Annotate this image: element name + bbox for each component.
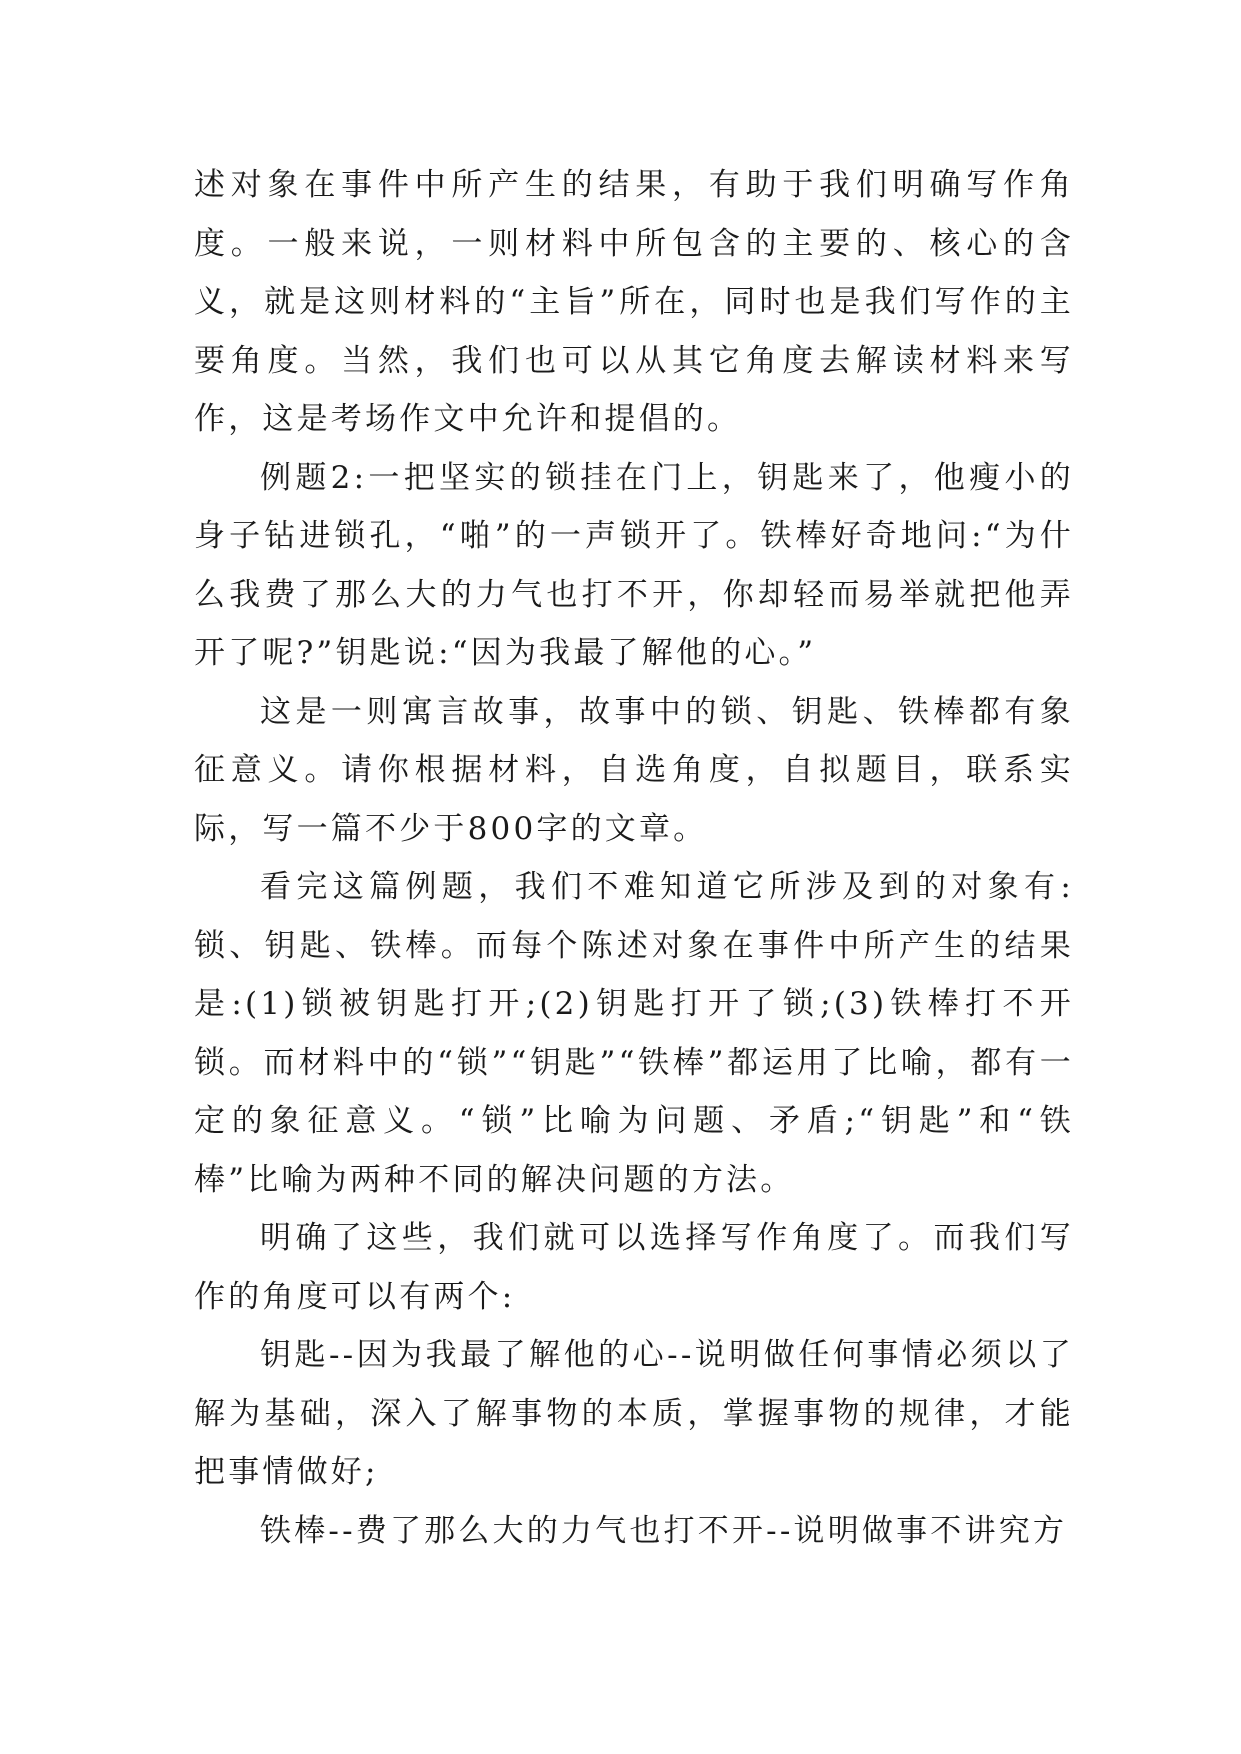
document-page: [194, 156, 1074, 1560]
paragraph-analysis: 看完这篇例题，我们不难知道它所涉及到的对象有:锁、钥匙、铁棒。而每个陈述对象在事件中所产生的结果是:(1)锁被钥匙打开;(2)钥匙打开了锁;(3)铁棒打不开锁。而材料中的“锁”“钥匙”“铁棒”都运用了比喻，都有一定的象征意义。“锁”比喻为问题、矛盾;“钥匙”和“铁棒”比喻为两种不同的解决问题的方法。: [194, 869, 1074, 1198]
paragraph-task-prompt: 这是一则寓言故事，故事中的锁、钥匙、铁棒都有象征意义。请你根据材料，自选角度，自拟题目，联系实际，写一篇不少于800字的文章。: [194, 693, 1074, 847]
paragraph-angle-key: 钥匙--因为我最了解他的心--说明做任何事情必须以了解为基础，深入了解事物的本质，掌握事物的规律，才能把事情做好;: [194, 1337, 1074, 1490]
paragraph-example-2: 例题2:一把坚实的锁挂在门上，钥匙来了，他瘦小的身子钻进锁孔，“啪”的一声锁开了。铁棒好奇地问:“为什么我费了那么大的力气也打不开，你却轻而易举就把他弄开了呢?”钥匙说:“因为我最了解他的心。”: [194, 459, 1074, 671]
paragraph-angle-intro: 明确了这些，我们就可以选择写作角度了。而我们写作的角度可以有两个:: [194, 1220, 1074, 1315]
paragraph-angle-iron-bar: 铁棒--费了那么大的力气也打不开--说明做事不讲究方: [260, 1512, 1068, 1549]
paragraph-continued-intro: 述对象在事件中所产生的结果，有助于我们明确写作角度。一般来说，一则材料中所包含的主要的、核心的含义，就是这则材料的“主旨”所在，同时也是我们写作的主要角度。当然，我们也可以从其它角度去解读材料来写作，这是考场作文中允许和提倡的。: [194, 167, 1074, 437]
